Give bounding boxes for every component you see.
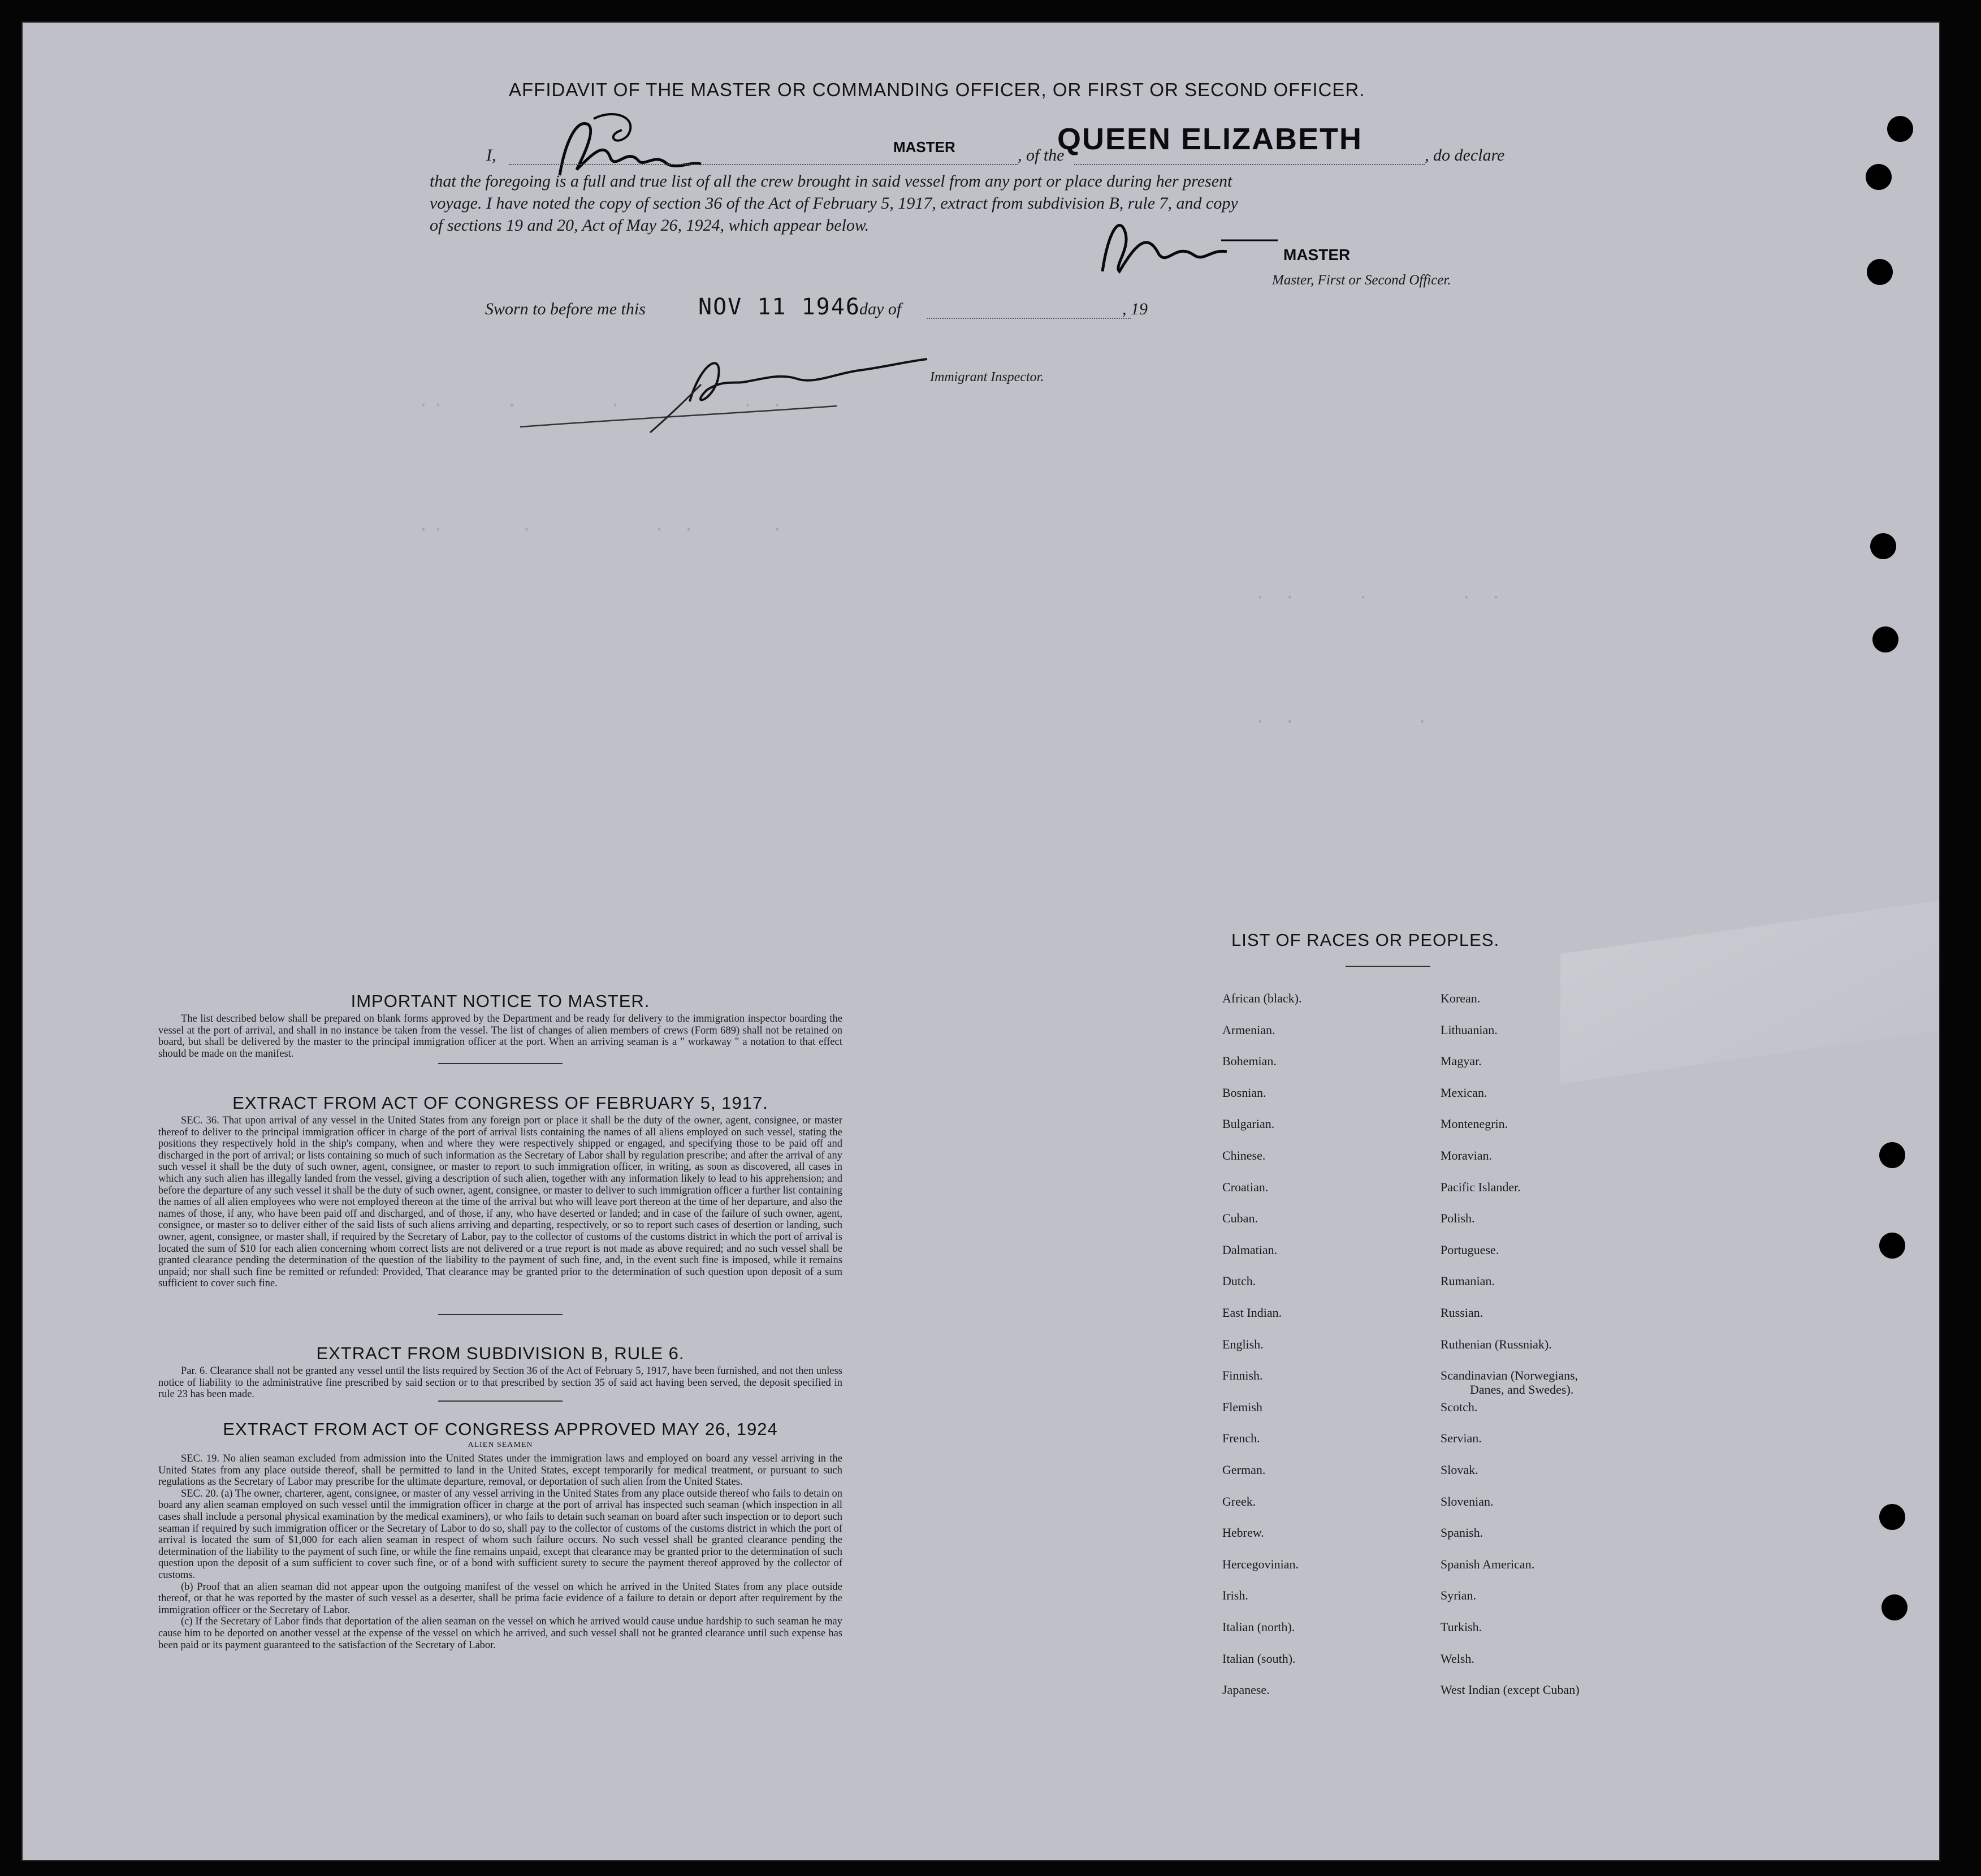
notice-body: The list described below shall be prepared on blank forms approved by the Department and be ready for delivery to the immigration inspector boarding the vessel at the port of arrival, and shall in no instance be taken from the vessel. The list of changes of alien members of crews (Form 689) shall not be retained on board, but shall be delivered by the master to the principal immigration officer at the port. When an arriving seaman is a " workaway " a notation to that effect should be made on the manifest. [158, 1013, 842, 1060]
bleed-through-marks-4: · · · [1255, 712, 1432, 732]
race-item: Bulgarian. [1222, 1117, 1275, 1131]
race-item: Finnish. [1222, 1368, 1263, 1383]
race-item: Mexican. [1441, 1085, 1487, 1100]
race-item: Portuguese. [1441, 1242, 1499, 1257]
day-of-label: day of [859, 300, 902, 318]
do-declare-label: , do declare [1425, 146, 1505, 165]
sworn-date-line [927, 318, 1131, 319]
year-prefix: , 19 [1122, 300, 1148, 318]
divider-3 [438, 1400, 563, 1402]
race-item: English. [1222, 1337, 1264, 1351]
race-item: West Indian (except Cuban) [1441, 1683, 1580, 1697]
race-item: Slovak. [1441, 1463, 1478, 1477]
punch-hole [1879, 1233, 1905, 1259]
punch-hole [1867, 259, 1893, 285]
race-item: Ruthenian (Russniak). [1441, 1337, 1552, 1351]
race-item: Turkish. [1441, 1620, 1482, 1634]
races-title-rule [1346, 966, 1430, 967]
bleed-through-marks-3: · · · · · [1255, 588, 1506, 608]
race-item: African (black). [1222, 991, 1302, 1005]
affidavit-body-line1: that the foregoing is a full and true list of all the crew brought in said vessel from any port or place during her present [430, 172, 1232, 191]
section-19: SEC. 19. No alien seaman excluded from admission into the United States under the immigration laws and employed on board any vessel arriving in the United States from any place outside thereof, shall be permitted to land in the United States, except temporarily for medical treatment, or pursuant to such regulations as the Secretary of Labor may prescribe for the ultimate departure, removal, or deportation of such alien from the United States. [158, 1453, 842, 1488]
affidavit-title: AFFIDAVIT OF THE MASTER OR COMMANDING OFFICER, OR FIRST OR SECOND OFFICER. [509, 79, 1365, 100]
officer-caption: Master, First or Second Officer. [1272, 273, 1451, 288]
extract-1924-title: EXTRACT FROM ACT OF CONGRESS APPROVED MAY 26, 1924 [223, 1419, 778, 1439]
race-item: French. [1222, 1431, 1260, 1446]
race-item: Cuban. [1222, 1211, 1258, 1226]
notice-title: IMPORTANT NOTICE TO MASTER. [351, 991, 650, 1011]
officer-signature [1091, 209, 1278, 283]
race-item: Korean. [1441, 991, 1481, 1005]
extract-1924-body [158, 1453, 842, 1651]
extract-1917-body: SEC. 36. That upon arrival of any vessel in the United States from any foreign port or place it shall be the duty of the owner, agent, consignee, or master thereof to deliver to the principal immigration officer in charge of the port of arrival lists containing the names of all aliens employed on such vessel, stating the positions they respectively hold in the ship's company, when and where they were respectively shipped or engaged, and specifying those to be paid off and discharged in the port of arrival; or lists containing so much of such information as the Secretary of Labor shall by regulation prescribe; and after the arrival of any such vessel it shall be the duty of such owner, agent, consignee, or master to report to such immigration officer, in writing, as soon as discovered, all cases in which any such alien has illegally landed from the vessel, giving a description of such alien, together with any information likely to lead to his apprehension; and before the departure of any such vessel it shall be the duty of such owner, agent, consignee, or master to deliver to such immigration officer a further list containing the names of all alien employees who were not employed thereon at the time of the arrival but who will leave port thereon at the time of her departure, and also the names of those, if any, who have been paid off and discharged, and of those, if any, who have deserted or landed; and in case of the failure of such owner, agent, consignee, or master so to deliver either of the said lists of such aliens arriving and departing, respectively, or so to report such cases of desertion or landing, such owner, agent, consignee, or master shall, if required by the Secretary of Labor, pay to the collector of customs of the customs district in which the port of arrival is located the sum of $10 for each alien concerning whom correct lists are not delivered or a true report is not made as above required; and no such vessel shall be granted clearance pending the determination of the question of the liability to the payment of such fine, and, in the event such fine is imposed, while it remains unpaid; nor shall such fine be remitted or refunded: Provided, That clearance may be granted prior to the determination of such question upon deposit of a sum sufficient to cover such fine. [158, 1115, 842, 1290]
race-item: Dutch. [1222, 1274, 1256, 1289]
vessel-name-stamp: QUEEN ELIZABETH [1057, 122, 1363, 156]
master-stamp-2: MASTER [1283, 246, 1351, 263]
race-item: Slovenian. [1441, 1494, 1494, 1508]
race-item: Rumanian. [1441, 1274, 1495, 1289]
race-item: Croatian. [1222, 1179, 1269, 1194]
bleed-through-marks: ·· · · · · [418, 396, 787, 416]
race-item: Pacific Islander. [1441, 1179, 1521, 1194]
subdivision-b-title: EXTRACT FROM SUBDIVISION B, RULE 6. [316, 1343, 685, 1363]
extract-1917-title: EXTRACT FROM ACT OF CONGRESS OF FEBRUARY 5, 1917. [232, 1093, 768, 1113]
section-20b: (b) Proof that an alien seaman did not appear upon the outgoing manifest of the vessel on which he arrived in the United States from any place outside thereof, or that he was reported by the master of such vessel as a deserter, shall be prima facie evidence of a failure to detain or deport after requirement by the immigration officer or the Secretary of Labor. [158, 1581, 842, 1616]
race-item: Syrian. [1441, 1588, 1476, 1603]
race-item: Italian (south). [1222, 1651, 1296, 1666]
race-item: Montenegrin. [1441, 1117, 1508, 1131]
race-item: Spanish American. [1441, 1557, 1535, 1571]
race-item: Welsh. [1441, 1651, 1474, 1666]
race-item: Hercegovinian. [1222, 1557, 1299, 1571]
race-item: Spanish. [1441, 1525, 1483, 1540]
punch-hole [1887, 116, 1913, 142]
master-name-line [509, 164, 1018, 165]
race-item: Polish. [1441, 1211, 1475, 1226]
section-20a: SEC. 20. (a) The owner, charterer, agent, consignee, or master of any vessel arriving in the United States from any place outside thereof who fails to detain on board any alien seaman employed on such vessel until the immigration officer in charge at the port of arrival has inspected such seaman (which inspection in all cases shall include a personal physical examination by the medical examiners), or who fails to detain such seaman on board after such inspection or to deport such seaman if required by such immigration officer or the Secretary of Labor to do so, shall pay to the collector of customs of the customs district in which the port of arrival is located the sum of $1,000 for each alien seaman in respect of whom such failure occurs. No such vessel shall be granted clearance pending the determination of the liability to the payment of such fine, or while the fine remains unpaid, except that clearance may be granted prior to the determination of such question upon the deposit of a sum sufficient to cover such fine, or of a bond with sufficient surety to secure the payment thereof approved by the collector of customs. [158, 1488, 842, 1581]
race-item: Flemish [1222, 1399, 1262, 1414]
sworn-date-stamp: NOV 11 1946 [698, 294, 860, 320]
master-stamp: MASTER [893, 139, 955, 155]
races-right-scandinavian-cont: Danes, and Swedes). [1470, 1382, 1574, 1397]
race-item: Moravian. [1441, 1148, 1493, 1162]
punch-hole [1870, 533, 1896, 559]
divider-1 [438, 1063, 563, 1064]
race-item: Greek. [1222, 1494, 1256, 1508]
race-item: Hebrew. [1222, 1525, 1264, 1540]
race-item: German. [1222, 1463, 1266, 1477]
of-the-label: , of the [1018, 146, 1065, 165]
race-item: Chinese. [1222, 1148, 1266, 1162]
bleed-through-marks-2: ·· · · · · [418, 520, 787, 540]
punch-hole [1881, 1594, 1908, 1620]
race-item: Dalmatian. [1222, 1242, 1278, 1257]
affidavit-body-line2: voyage. I have noted the copy of section 36 of the Act of February 5, 1917, extract from subdivision B, rule 7, and copy [430, 194, 1238, 213]
race-item: Servian. [1441, 1431, 1482, 1446]
paper-fold-shadow [1560, 901, 1939, 1084]
races-title: LIST OF RACES OR PEOPLES. [1231, 930, 1500, 950]
race-item: Magyar. [1441, 1054, 1482, 1069]
divider-2 [438, 1314, 563, 1315]
sworn-prefix: Sworn to before me this [485, 300, 646, 318]
race-item: Japanese. [1222, 1683, 1270, 1697]
race-item: Scotch. [1441, 1399, 1478, 1414]
inspector-signature [520, 339, 1018, 435]
vessel-name-line [1074, 164, 1425, 165]
i-label: I, [486, 146, 496, 165]
punch-hole [1879, 1142, 1905, 1168]
inspector-caption: Immigrant Inspector. [930, 370, 1044, 384]
punch-hole [1872, 626, 1898, 652]
extract-1924-subtitle: ALIEN SEAMEN [468, 1441, 533, 1449]
race-item: Irish. [1222, 1588, 1248, 1603]
race-item: Italian (north). [1222, 1620, 1295, 1634]
race-item: Armenian. [1222, 1022, 1275, 1037]
affidavit-body-line3: of sections 19 and 20, Act of May 26, 1924, which appear below. [430, 216, 870, 235]
punch-hole [1879, 1504, 1905, 1530]
section-20c: (c) If the Secretary of Labor finds that deportation of the alien seaman on the vessel on which he arrived would cause undue hardship to such seaman he may cause him to be deported on another vessel at the expense of the vessel on which he arrived, and such vessel shall not be granted clearance until such expense has been paid or its payment guaranteed to the satisfaction of the Secretary of Labor. [158, 1616, 842, 1651]
race-item: East Indian. [1222, 1306, 1282, 1320]
race-item: Lithuanian. [1441, 1022, 1498, 1037]
race-item: Bohemian. [1222, 1054, 1277, 1069]
race-item: Scandinavian (Norwegians, [1441, 1368, 1578, 1383]
race-item: Russian. [1441, 1306, 1483, 1320]
subdivision-b-body: Par. 6. Clearance shall not be granted any vessel until the lists required by Section 36 of the Act of February 5, 1917, have been furnished, and not then unless notice of liability to the administrative fine prescribed by said section or to that prescribed by section 35 of said act having been served, the deposit specified in rule 23 has been made. [158, 1365, 842, 1400]
document-page [23, 23, 1939, 1860]
race-item: Bosnian. [1222, 1085, 1266, 1100]
punch-hole [1866, 164, 1892, 190]
